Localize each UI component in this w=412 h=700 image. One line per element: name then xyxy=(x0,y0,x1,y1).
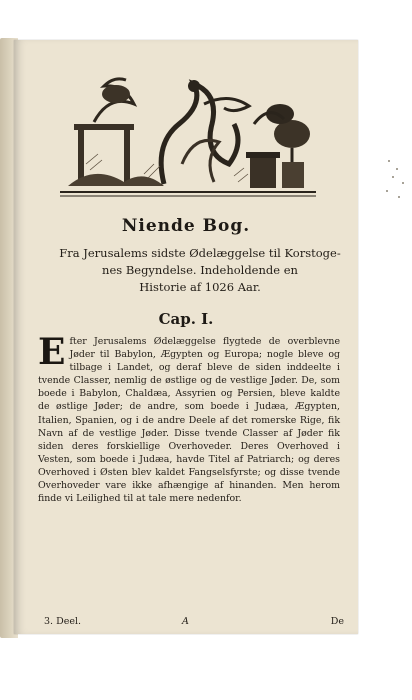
book-title: Niende Bog. xyxy=(121,216,251,236)
book-page xyxy=(14,40,358,634)
volume-label: 3. Deel. xyxy=(44,616,82,627)
body-text: fter Jerusalems Ødelæggelse flygtede de overblevne Jøder til Babylon, Ægypten og Europa; nogle bleve og tilbage i Landet, og deraf bleve de siden inddeelte i tvende Classer, nemlig de østlige og de vestlige Jøder. De, som boede i Babylon, Chaldæa, Assyrien og Persien, bleve kaldte de østlige Jøder; de andre, som boede i Judæa, Ægypten, Italien, Spanien, og i de andre Deele af det romerske Rige, fik Navn af de vestlige Jøder. Disse tvende Classer af Jøder fik siden deres forskiellige Overhoveder. Deres Overhoved i Vesten, som boede i Judæa, havde Titel af Patriarch; og deres Overhoved i Østen blev kaldet Fangselsfyrste; og disse tvende Overhoveder vare ikke afhængige af hinanden. Men herom finde vi Leilighed til at tale mere nedenfor. xyxy=(38,336,340,505)
headpiece-ornament xyxy=(54,64,322,210)
body-paragraph xyxy=(38,331,340,505)
subtitle-line-1: Fra Jerusalems sidste Ødelæggelse til Korstoge- xyxy=(59,246,341,260)
catchword: De xyxy=(330,616,344,627)
subtitle-line-2: nes Begyndelse. Indeholdende en xyxy=(102,263,298,277)
drop-cap-initial: E xyxy=(38,331,66,373)
subtitle-line-3: Historie af 1026 Aar. xyxy=(139,280,261,294)
book-subtitle xyxy=(50,245,350,296)
signature-mark: A xyxy=(182,616,189,627)
chapter-heading: Cap. I. xyxy=(158,310,214,328)
